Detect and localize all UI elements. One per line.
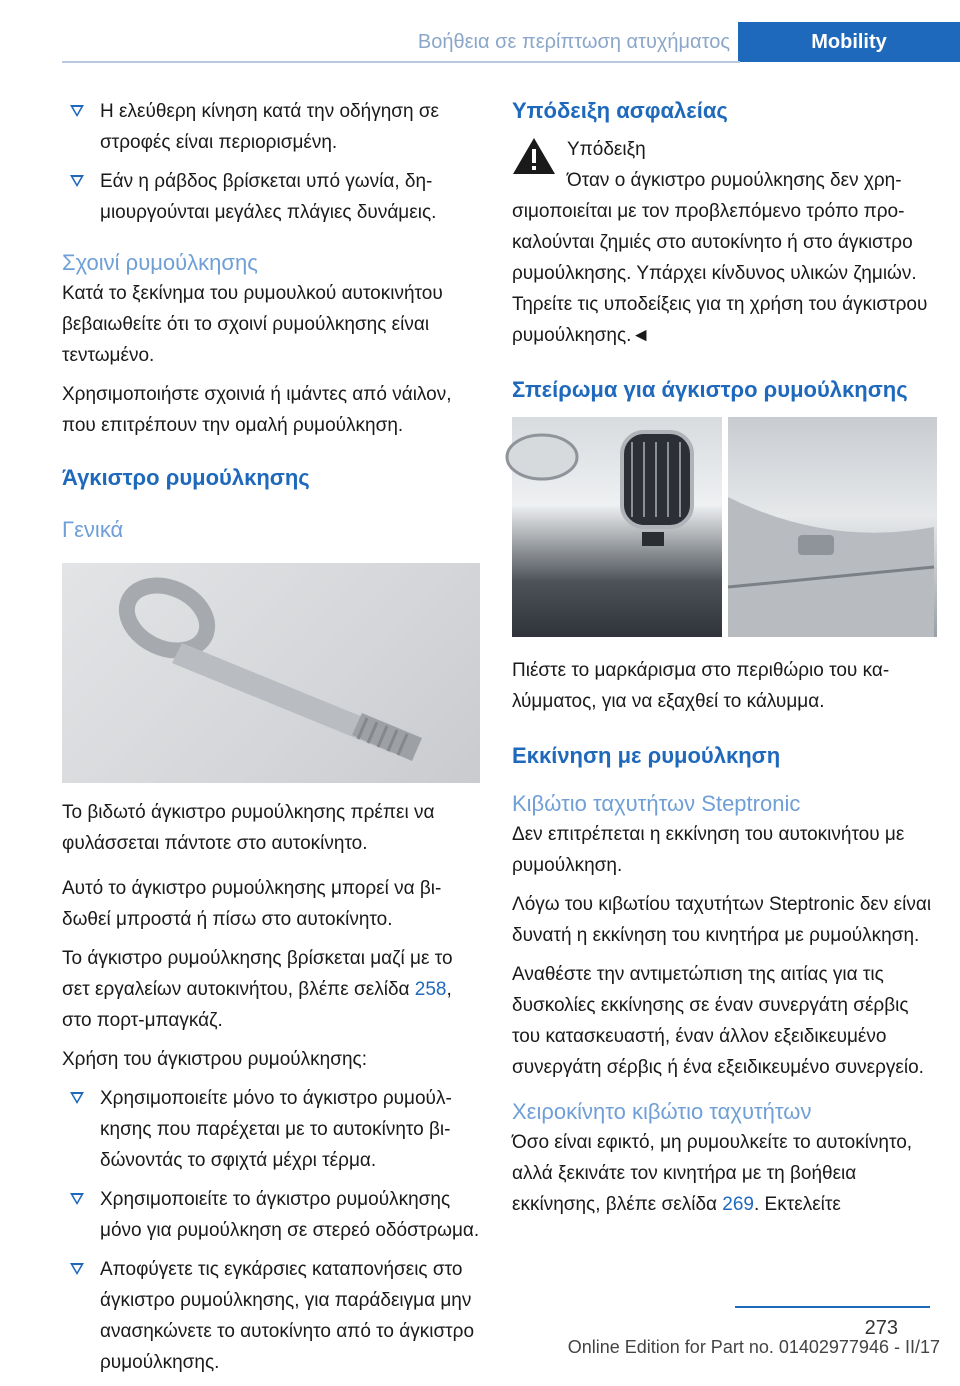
footer-rule <box>735 1306 930 1308</box>
list-item: Αποφύγετε τις εγκάρσιες καταπονήσεις στο άγκιστρο ρυμούλκησης, για παράδειγμα μην ανασηκώνετε το αυτοκίνητο από το άγκιστρο ρυμούλκησης. <box>62 1254 482 1378</box>
paragraph: Αναθέστε την αντιμετώπιση της αιτίας για τις δυσκολίες εκκίνησης σε έναν συνεργάτη σέρβις του κατασκευαστή, έναν άλλον εξειδικευμένο συνεργάτη σέρβις ή ένα εξειδικευμένο συνεργείο. <box>512 964 924 1078</box>
bumper-marking-icon <box>728 417 934 637</box>
paragraph: Πιέστε το μαρκάρισμα στο περιθώριο του καλύμματος, για να εξαχθεί το κάλυμμα. <box>512 660 890 712</box>
page-link-258[interactable]: 258 <box>414 979 447 1000</box>
page-header <box>0 22 960 62</box>
left-column <box>62 96 482 1386</box>
paragraph: Κατά το ξεκίνημα του ρυμουλκού αυτοκινήτου βεβαιωθείτε ότι το σχοινί ρυμούλκησης είναι τεντωμένο. <box>62 283 443 366</box>
bumper-closeup-photo <box>728 417 938 637</box>
header-rule <box>62 61 740 63</box>
paragraph: Το άγκιστρο ρυμούλκησης βρίσκεται μαζί με το σετ εργαλείων αυτοκινήτου, βλέπε σελίδα 258, στο πορτ-μπαγκάζ. <box>62 948 453 1031</box>
page-link-269[interactable]: 269 <box>722 1194 754 1215</box>
page-number: 273 <box>864 1317 898 1339</box>
car-front-photo <box>512 417 722 637</box>
bullet-triangle-icon <box>70 105 84 117</box>
tow-hook-icon <box>62 563 480 783</box>
paragraph: Όσο είναι εφικτό, μη ρυμουλκείτε το αυτοκίνητο, αλλά ξεκινάτε τον κινητήρα με τη βοήθεια εκκίνησης, βλέπε σελίδα 269. Εκτελείτε <box>512 1132 913 1215</box>
bullet-triangle-icon <box>70 175 84 187</box>
chapter-tab[interactable]: Mobility <box>738 22 960 62</box>
warning-label: Υπόδειξη <box>567 139 646 160</box>
manual-gearbox-heading: Χειροκίνητο κιβώτιο ταχυτήτων <box>512 1099 812 1124</box>
bullet-triangle-icon <box>70 1263 84 1275</box>
list-item: Χρησιμοποιείτε το άγκιστρο ρυμούλκησης μόνο για ρυμούλκηση σε στερεό οδόστρωμα. <box>62 1184 482 1246</box>
paragraph: Το βιδωτό άγκιστρο ρυμούλκησης πρέπει να φυλάσσεται πάντοτε στο αυτοκίνητο. <box>62 802 435 854</box>
tow-start-heading: Εκκίνηση με ρυμούλκηση <box>512 743 781 768</box>
car-grille-icon <box>512 417 718 637</box>
bullet-triangle-icon <box>70 1193 84 1205</box>
steptronic-heading: Κιβώτιο ταχυτήτων Steptronic <box>512 791 801 816</box>
paragraph: Δεν επιτρέπεται η εκκίνηση του αυτοκινήτου με ρυμούλκηση. <box>512 824 905 876</box>
warning-icon <box>512 136 556 176</box>
list-item: Η ελεύθερη κίνηση κατά την οδήγηση σε στροφές είναι περιορισμένη. <box>62 96 482 158</box>
warning-block <box>512 134 937 196</box>
tow-hook-image <box>62 563 480 783</box>
right-column <box>512 96 937 1228</box>
paragraph: Λόγω του κιβωτίου ταχυτήτων Steptronic δεν είναι δυνατή η εκκίνηση του κινητήρα με ρυμούλκηση. <box>512 894 932 946</box>
paragraph: Χρήση του άγκιστρου ρυμούλκησης: <box>62 1049 367 1070</box>
general-heading: Γενικά <box>62 517 124 542</box>
paragraph: Αυτό το άγκιστρο ρυμούλκησης μπορεί να βιδωθεί μπροστά ή πίσω στο αυτοκίνητο. <box>62 878 442 930</box>
warning-text: Όταν ο άγκιστρο ρυμούλκησης δεν χρησιμοποιείται με τον προβλεπόμενο τρόπο προκαλούνται ζημιές στο αυτοκίνητο ή στο άγκιστρο ρυμούλκησης. Υπάρχει κίνδυνος υλικών ζημιών. Τηρείτε τις υποδείξεις για τη χρήση του άγκιστρου ρυμούλκησης.◄ <box>512 170 928 346</box>
list-item: Χρησιμοποιείτε μόνο το άγκιστρο ρυμούλκησης που παρέχεται με το αυτοκίνητο βιδώνοντάς το σφιχτά μέχρι τέρμα. <box>62 1083 482 1176</box>
list-item: Εάν η ράβδος βρίσκεται υπό γωνία, δημιουργούνται μεγάλες πλάγιες δυνάμεις. <box>62 166 482 228</box>
edition-note: Online Edition for Part no. 01402977946 - II/17 <box>567 1337 940 1357</box>
bumper-cover-image <box>512 417 937 637</box>
rope-heading: Σχοινί ρυμούλκησης <box>62 250 258 275</box>
safety-heading: Υπόδειξη ασφαλείας <box>512 98 728 123</box>
thread-heading: Σπείρωμα για άγκιστρο ρυμούλκησης <box>512 377 908 402</box>
paragraph: Χρησιμοποιήστε σχοινιά ή ιμάντες από νάιλον, που επιτρέπουν την ομαλή ρυμούλκηση. <box>62 384 452 436</box>
hook-heading: Άγκιστρο ρυμούλκησης <box>62 465 310 490</box>
section-title: Βοήθεια σε περίπτωση ατυχήματος <box>417 31 730 53</box>
bullet-triangle-icon <box>70 1092 84 1104</box>
